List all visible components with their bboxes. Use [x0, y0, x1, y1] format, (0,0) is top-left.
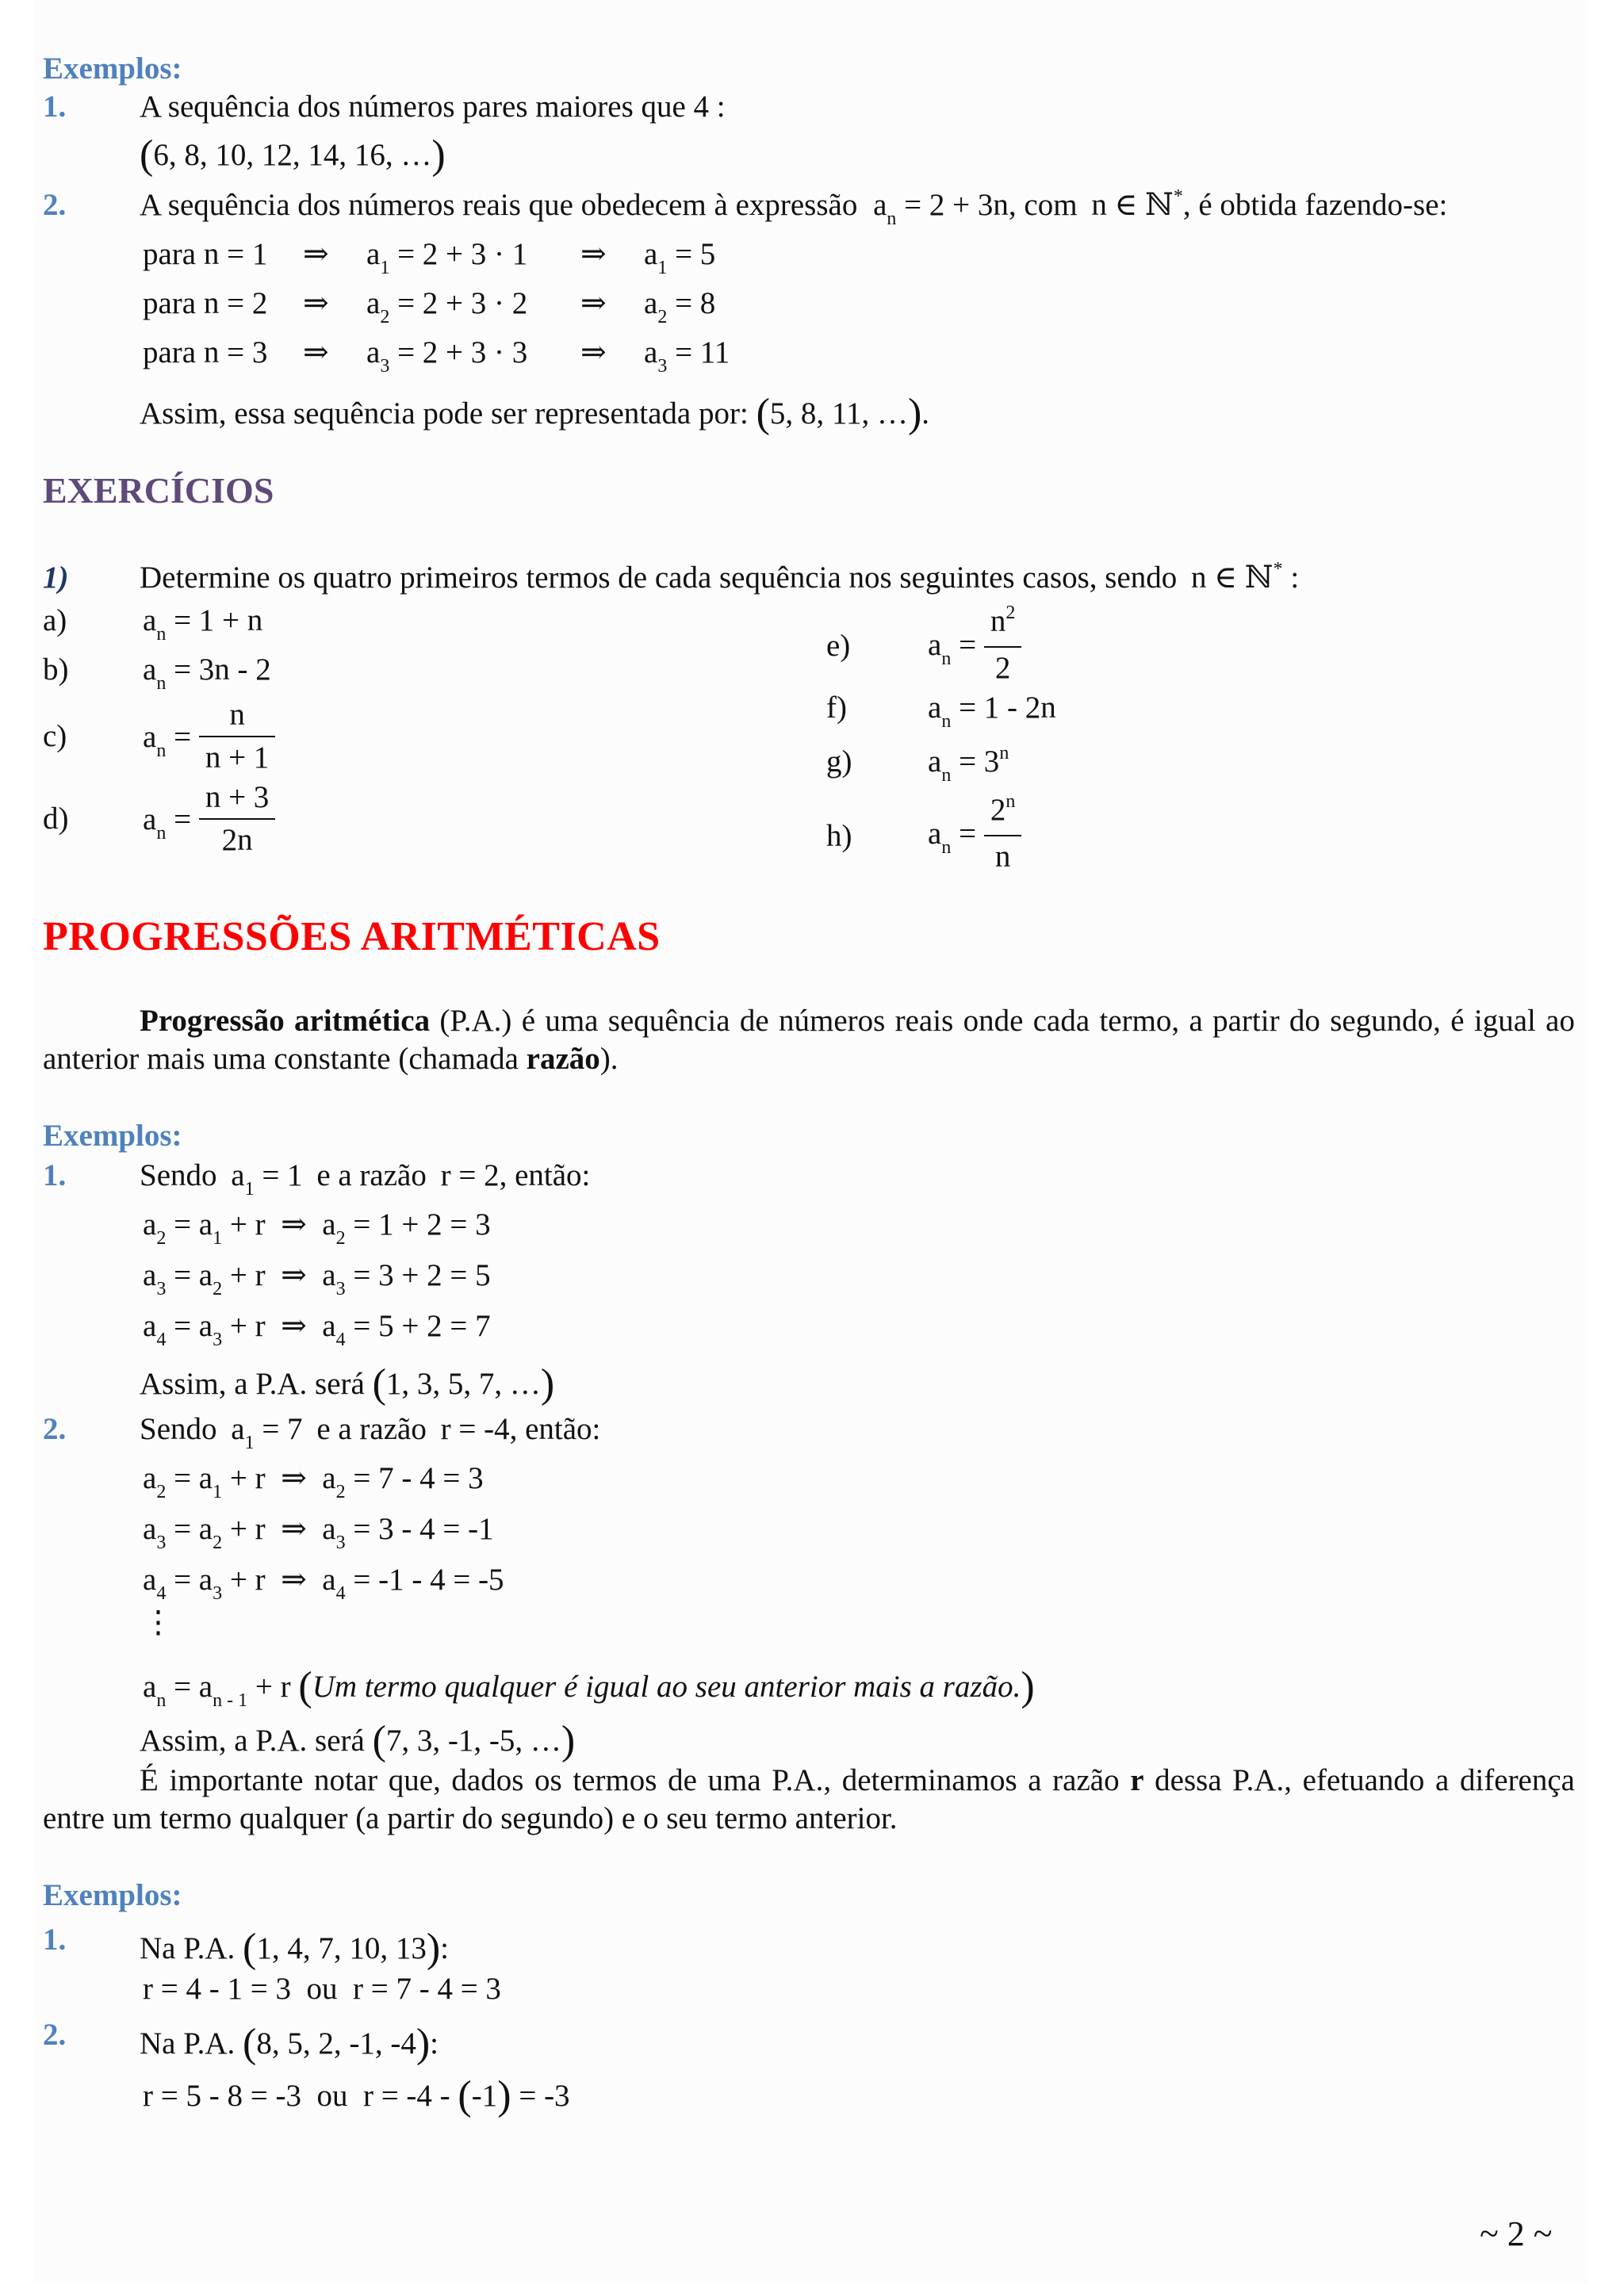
item-c-formula: $a_n$ = $\frac{n}{n + 1}$	[143, 698, 275, 775]
ratio-example-1-calc: r = 4 - 1 = 3 ou r = 7 - 4 = 3	[143, 1972, 501, 2006]
pa-example-2-number: 2.	[43, 1412, 67, 1446]
pa-ex2-conclusion: Assim, a P.A. será (7, 3, -1, -5, …)	[140, 1718, 576, 1763]
item-e-label: e)	[826, 629, 851, 663]
pa-ex2-row-1: $a_2 = a_1 + r$ ⇒ $a_2 = 7 - 4 = 3$	[143, 1461, 484, 1502]
example-2-conclusion: Assim, essa sequência pode ser representada por: (5, 8, 11, …).	[140, 391, 930, 436]
pa-example-1-number: 1.	[43, 1158, 67, 1192]
ratio-example-2-calc: r = 5 - 8 = -3 ou r = -4 - (-1) = -3	[143, 2073, 570, 2118]
item-c-label: c)	[43, 719, 67, 753]
item-g-label: g)	[826, 744, 852, 779]
item-a-formula: $a_n = 1 + n$	[143, 603, 263, 645]
ratio-example-1-text: Na P.A. (1, 4, 7, 10, 13):	[140, 1926, 450, 1971]
pa-example-1-text: Sendo $a_1 = 1$ e a razão r = 2, então:	[140, 1158, 591, 1200]
pa-ex1-row-3: $a_4 = a_3 + r$ ⇒ $a_4 = 5 + 2 = 7$	[143, 1309, 491, 1350]
item-h-label: h)	[826, 819, 852, 853]
vertical-ellipsis: ⋮	[143, 1605, 174, 1640]
examples-heading-2: Exemplos:	[43, 1119, 182, 1153]
pa-ex1-row-2: $a_3 = a_2 + r$ ⇒ $a_3 = 3 + 2 = 5$	[143, 1258, 491, 1299]
example-1-number: 1.	[43, 90, 67, 124]
example-2-text: A sequência dos números reais que obedecem à expressão $a_n = 2 + 3n$, com n ∈ ℕ*, é obtida fazendo-se:	[140, 186, 1448, 229]
examples-heading-1: Exemplos:	[43, 52, 182, 86]
example-1-text: A sequência dos números pares maiores que 4 :	[140, 90, 726, 124]
ratio-example-1-number: 1.	[43, 1923, 67, 1957]
exercises-title: EXERCÍCIOS	[43, 470, 274, 511]
page-number: ~ 2 ~	[1480, 2214, 1553, 2253]
exercise-statement: Determine os quatro primeiros termos de cada sequência nos seguintes casos, sendo n ∈ ℕ* :	[140, 559, 1300, 595]
pa-example-2-text: Sendo $a_1 = 7$ e a razão r = -4, então:	[140, 1412, 601, 1453]
exercise-number: 1)	[43, 561, 69, 595]
item-b-label: b)	[43, 652, 69, 687]
ratio-example-2-number: 2.	[43, 2018, 67, 2052]
pa-title: PROGRESSÕES ARITMÉTICAS	[43, 914, 661, 959]
item-d-formula: $a_n$ = $\frac{n + 3}{2n}$	[143, 780, 275, 858]
pa-ex2-row-3: $a_4 = a_3 + r$ ⇒ $a_4 = -1 - 4 = -5$	[143, 1563, 504, 1604]
examples-heading-3: Exemplos:	[43, 1878, 182, 1912]
item-d-label: d)	[43, 802, 69, 836]
item-a-label: a)	[43, 603, 67, 637]
pa-ex1-conclusion: Assim, a P.A. será (1, 3, 5, 7, …)	[140, 1361, 555, 1406]
pa-definition: Progressão aritmética (P.A.) é uma sequência de números reais onde cada termo, a partir do segundo, é igual ao anterior mais uma constante (chamada razão).	[43, 1004, 1575, 1076]
item-e-formula: $a_n$ = $\frac{n^2}{2}$	[928, 604, 1021, 686]
important-note: É importante notar que, dados os termos de uma P.A., determinamos a razão r dessa P.A., efetuando a diferença entre um termo qualquer (a partir do segundo) e o seu termo anterior.	[43, 1763, 1575, 1835]
example-2-number: 2.	[43, 188, 67, 222]
general-term-formula: $a_n = a_{n - 1} + r$ (Um termo qualquer é igual ao seu anterior mais a razão.)	[143, 1664, 1035, 1711]
item-f-label: f)	[826, 691, 847, 725]
item-g-formula: $a_n = 3^n$	[928, 743, 1009, 786]
example-1-sequence: (6, 8, 10, 12, 14, 16, …)	[140, 132, 446, 178]
ratio-example-2-text: Na P.A. (8, 5, 2, -1, -4):	[140, 2021, 439, 2066]
item-f-formula: $a_n = 1 - 2n$	[928, 691, 1056, 732]
item-b-formula: $a_n = 3n - 2$	[143, 652, 271, 694]
pa-ex2-row-2: $a_3 = a_2 + r$ ⇒ $a_3 = 3 - 4 = -1$	[143, 1512, 494, 1553]
pa-ex1-row-1: $a_2 = a_1 + r$ ⇒ $a_2 = 1 + 2 = 3$	[143, 1207, 491, 1249]
item-h-formula: $a_n$ = $\frac{2^n}{n}$	[928, 793, 1021, 874]
